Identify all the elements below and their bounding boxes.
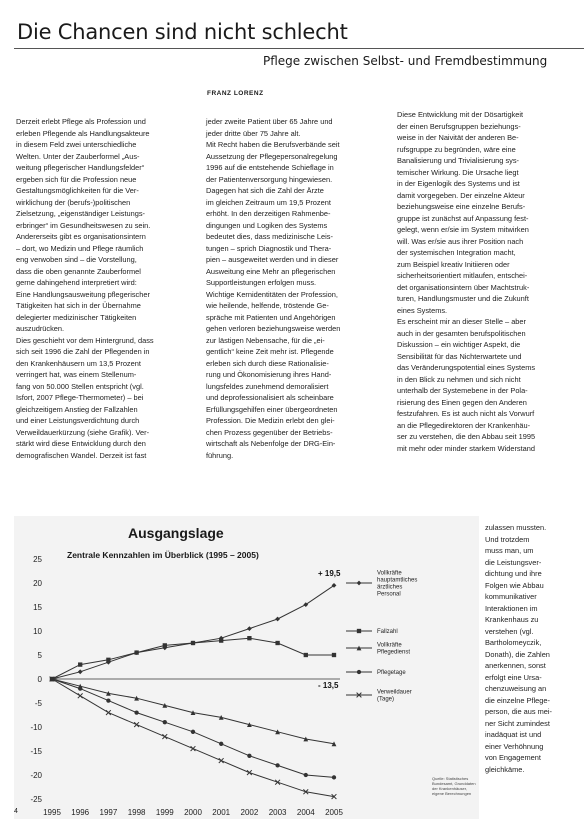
data-point bbox=[275, 780, 280, 785]
data-point bbox=[106, 710, 111, 715]
text-line: gerne dahingehend interpretiert wird: bbox=[16, 278, 137, 287]
text-line: erleben sich durch diese Rationalisie- bbox=[206, 358, 329, 368]
text-line: lungsfeldes zunehmend demoralisiert bbox=[206, 381, 329, 391]
text-line: wie heilende, helfende, tröstende Ge- bbox=[206, 301, 329, 310]
text-line: dass die oben genannte Zauberformel bbox=[16, 266, 141, 276]
text-line: bedeutet dies, dass medizinische Leis- bbox=[206, 232, 333, 241]
text-line: das Veränderungspotential eines Systems bbox=[397, 363, 536, 372]
text-line: einer Verhöhnung bbox=[485, 741, 544, 751]
text-line: Dies geschieht vor dem Hintergrund, dass bbox=[16, 335, 154, 345]
text-line: zur lästigen Nebensache, für die „ei- bbox=[206, 335, 325, 345]
text-line: zum Beispiel kreativ Initiieren oder bbox=[397, 259, 510, 269]
series-line bbox=[52, 679, 334, 797]
text-line: Tätigkeiten hat sich in der Übernahme bbox=[16, 301, 141, 310]
text-line: gehen verloren beziehungsweise werden bbox=[206, 324, 341, 333]
text-line: erleben Pflegende als Handlungsakteure bbox=[16, 128, 150, 138]
annotation-bottom: - 13,5 bbox=[318, 681, 339, 690]
data-point bbox=[134, 710, 138, 714]
legend-label: Verweildauer (Tage) bbox=[377, 689, 412, 703]
text-line: weitung pflegerischer Handlungsfelder“ bbox=[16, 163, 145, 172]
text-line: zulassen mussten. bbox=[485, 523, 547, 532]
author-name: FRANZ LORENZ bbox=[207, 90, 264, 97]
y-tick-label: -10 bbox=[30, 723, 42, 732]
text-line: chen Prozess gegenüber der Betriebs- bbox=[206, 427, 333, 437]
text-line: die einzelne Pflege- bbox=[485, 695, 550, 705]
y-tick-label: 15 bbox=[33, 603, 42, 612]
y-tick-label: -25 bbox=[30, 795, 42, 804]
legend-label: Fallzahl bbox=[377, 629, 398, 635]
chart-title: Ausgangslage bbox=[128, 525, 224, 541]
text-line: Gestaltungsmöglichkeiten für die Ver- bbox=[16, 186, 139, 195]
text-line: det organisationsintern über Machtstruk- bbox=[397, 282, 530, 292]
series-line bbox=[52, 679, 334, 777]
data-point bbox=[275, 763, 279, 767]
x-tick-label: 2004 bbox=[296, 808, 315, 817]
text-line: chenzuweisung an bbox=[485, 684, 547, 693]
text-line: Isfort, 2007 Pflege-Thermometer) – bei bbox=[16, 393, 144, 402]
text-line: wirtschaft als Nebenfolge der DRG-Ein- bbox=[206, 439, 336, 448]
text-line: im gleichen Zeitraum um 19,5 Prozent bbox=[206, 197, 331, 207]
text-line: gleichzeitigem Anstieg der Fallzahlen bbox=[16, 404, 138, 414]
text-line: muss man, um bbox=[485, 546, 534, 555]
text-line: risierung des Einen gegen den Anderen bbox=[397, 397, 527, 407]
data-point bbox=[247, 626, 252, 631]
data-point bbox=[78, 686, 82, 690]
text-line: dingungen und Logiken des Systems bbox=[206, 220, 328, 230]
data-point bbox=[247, 636, 251, 640]
data-point bbox=[163, 643, 167, 647]
data-point bbox=[304, 773, 308, 777]
data-point bbox=[247, 754, 251, 758]
text-line: den Krankenhäusern um 13,5 Prozent bbox=[16, 358, 141, 368]
text-line: – dort, wo Medizin und Pflege räumlich bbox=[16, 243, 144, 253]
data-point bbox=[304, 653, 308, 657]
text-line: delegierter medizinischer Tätigkeiten bbox=[16, 312, 137, 322]
text-line: Derzeit erlebt Pflege als Profession und bbox=[16, 117, 146, 126]
text-line: Bartholomeyczik, bbox=[485, 638, 542, 647]
text-line: beziehungsweise eine einzelne Berufs- bbox=[397, 202, 526, 211]
text-line: Folgen wie Abbau bbox=[485, 580, 544, 590]
data-point bbox=[357, 581, 362, 586]
text-line: Welten. Unter der Zauberformel „Aus- bbox=[16, 151, 140, 161]
text-line: Profession. Die Medizin erlebt den glei- bbox=[206, 416, 335, 425]
data-point bbox=[191, 641, 195, 645]
text-line: gleichkäme. bbox=[485, 764, 525, 774]
text-line: Wichtige Kernidentitäten der Profession, bbox=[206, 289, 338, 299]
data-point bbox=[106, 658, 110, 662]
text-line: von Engagement bbox=[485, 753, 541, 762]
text-line: Und trotzdem bbox=[485, 534, 530, 544]
x-tick-label: 1996 bbox=[71, 808, 90, 817]
text-line: gruppe ist zunächst auf Anpassung fest- bbox=[397, 213, 529, 223]
annotation-top: + 19,5 bbox=[318, 569, 341, 578]
text-line: Sensibilität für das Nichterwartete und bbox=[397, 351, 522, 361]
x-tick-label: 2001 bbox=[212, 808, 231, 817]
y-tick-label: -5 bbox=[34, 699, 42, 708]
text-line: wirklichung der (berufs-)politischen bbox=[16, 197, 131, 207]
text-line: weise in der Naivität der anderen Be- bbox=[397, 133, 519, 142]
data-point bbox=[219, 638, 223, 642]
text-line: Diese Entwicklung mit der Dösartigkeit bbox=[397, 110, 524, 119]
legend-label: Vollkräfte Pflegedienst bbox=[377, 642, 411, 656]
legend-label: Pflegetage bbox=[377, 670, 406, 676]
data-point bbox=[357, 670, 361, 674]
x-tick-label: 2000 bbox=[184, 808, 202, 817]
legend-label: Vollkräfte hauptamtliches ärztliches Personal bbox=[377, 570, 418, 598]
data-point bbox=[134, 722, 139, 727]
y-tick-label: 0 bbox=[37, 675, 42, 684]
x-tick-label: 2003 bbox=[268, 808, 287, 817]
text-line: festzufahren. Es ist auch nicht als Vorwurf bbox=[397, 409, 535, 418]
data-point bbox=[332, 653, 336, 657]
data-point bbox=[247, 770, 252, 775]
y-tick-label: 5 bbox=[37, 651, 42, 660]
text-line: unterhalb der Systemebene in der Pola- bbox=[397, 386, 528, 395]
text-line: Donath), die Zahlen bbox=[485, 649, 550, 659]
x-tick-label: 2005 bbox=[325, 808, 343, 817]
text-line: temischer Wirkung. Die Ursache liegt bbox=[397, 167, 519, 177]
text-line: gelegt, wenn er/sie im System mitwirken bbox=[397, 225, 529, 234]
text-line: an die Pflegedirektoren der Krankenhäu- bbox=[397, 420, 531, 430]
text-line: führung. bbox=[206, 450, 234, 460]
data-point bbox=[78, 662, 82, 666]
text-line: sich seit 1996 die Zahl der Pflegenden in bbox=[16, 347, 150, 356]
text-line: ner Sicht zumindest bbox=[485, 718, 550, 728]
text-line: in der Eigenlogik des Systems und ist bbox=[397, 179, 520, 188]
text-line: stärkt wird diese Entwicklung durch den bbox=[16, 439, 146, 448]
x-tick-label: 1999 bbox=[155, 808, 174, 817]
y-tick-label: 10 bbox=[33, 627, 42, 636]
text-line: der systemischen Integration macht, bbox=[397, 248, 516, 257]
x-tick-label: 1995 bbox=[43, 808, 61, 817]
text-line: in diesem Feld zwei unterschiedliche bbox=[16, 140, 137, 149]
y-tick-label: 25 bbox=[33, 555, 42, 564]
text-line: Banalisierung und Trivialisierung sys- bbox=[397, 156, 520, 165]
data-point bbox=[357, 629, 361, 633]
text-line: Es erscheint mir an dieser Stelle – aber bbox=[397, 317, 526, 326]
text-line: erhöht. In den derzeitigen Rahmenbe- bbox=[206, 209, 331, 218]
text-line: Mit Recht haben die Berufsverbände seit bbox=[206, 140, 340, 149]
text-line: der Patientenversorgung hingewiesen. bbox=[206, 174, 333, 184]
text-line: rung und Ökonomisierung ihres Hand- bbox=[206, 370, 332, 379]
data-point bbox=[191, 730, 195, 734]
article-subtitle: Pflege zwischen Selbst- und Fremdbestimmung bbox=[263, 54, 548, 68]
page-number: 4 bbox=[14, 808, 18, 815]
data-point bbox=[275, 641, 279, 645]
text-line: Interaktionen im bbox=[485, 603, 538, 613]
text-line: turen, Handlungsmuster und die Zukunft bbox=[397, 294, 529, 303]
text-line: rufsgruppe zu begründen, wäre eine bbox=[397, 144, 516, 154]
text-line: Verweildauerkürzung (siehe Grafik). Ver- bbox=[16, 427, 150, 437]
data-point bbox=[163, 720, 167, 724]
data-point bbox=[332, 775, 336, 779]
text-line: person, die aus mei- bbox=[485, 707, 552, 716]
text-line: jeder dritte über 75 Jahre alt. bbox=[206, 128, 301, 138]
text-line: Ausweitung eine Mehr an pflegerischen bbox=[206, 266, 336, 276]
article-title: Die Chancen sind nicht schlecht bbox=[17, 20, 348, 44]
series-line bbox=[52, 585, 334, 679]
text-line: Aussetzung der Pflegepersonalregelung bbox=[206, 151, 338, 161]
text-line: spräche mit Patienten und Angehörigen bbox=[206, 312, 336, 322]
text-line: und deprofessionalisiert als scheinbare bbox=[206, 393, 334, 402]
text-line: fang von 50.000 Stellen entspricht (vgl. bbox=[16, 381, 144, 391]
data-point bbox=[134, 650, 138, 654]
text-line: jeder zweite Patient über 65 Jahre und bbox=[206, 117, 333, 126]
text-line: will. Was er/sie aus ihrer Position nach bbox=[397, 236, 524, 246]
text-line: und einer Leistungsverdichtung durch bbox=[16, 416, 140, 425]
text-line: Zielsetzung, „eigenständiger Leistungs- bbox=[16, 209, 146, 218]
text-line: mit mehr oder minder starkem Widerstand bbox=[397, 443, 536, 453]
y-tick-label: -15 bbox=[30, 747, 42, 756]
text-line: Eine Handlungsausweitung pflegerischer bbox=[16, 289, 150, 299]
text-line: auch in der gesamten berufspolitischen bbox=[397, 328, 526, 338]
text-line: der einen Berufsgruppen beziehungs- bbox=[397, 121, 521, 131]
data-point bbox=[162, 734, 167, 739]
text-line: sicherheitsorientiert mitlaufen, entschei- bbox=[397, 271, 528, 280]
y-tick-label: -20 bbox=[30, 771, 42, 780]
data-point bbox=[219, 742, 223, 746]
chart-subtitle: Zentrale Kennzahlen im Überblick (1995 – 2005) bbox=[67, 550, 259, 560]
text-line: Dagegen hat sich die Zahl der Ärzte bbox=[206, 186, 324, 195]
text-line: ergeben sich für die Profession neue bbox=[16, 174, 137, 184]
chart-source: Quelle: Statistisches Bundesamt, Grunddaten der Krankenhäuser, eigene Berechnungen bbox=[432, 776, 476, 796]
text-line: 1996 auf die entstehende Schieflage in bbox=[206, 163, 334, 172]
text-line: kommunikativer bbox=[485, 592, 537, 601]
text-line: ser zu verstehen, die den Abbau seit 1995 bbox=[397, 432, 536, 441]
text-line: verringert hat, was einem Stellenum- bbox=[16, 370, 137, 379]
data-point bbox=[219, 758, 224, 763]
y-tick-label: 20 bbox=[33, 579, 42, 588]
data-point bbox=[78, 693, 83, 698]
text-line: auszudrücken. bbox=[16, 324, 65, 333]
text-line: erfolgt eine Ursa- bbox=[485, 672, 542, 682]
text-line: anerkennen, sonst bbox=[485, 661, 546, 670]
x-tick-label: 1998 bbox=[127, 808, 146, 817]
text-line: pien – ausgeweitet werden und in dieser bbox=[206, 255, 339, 264]
text-line: Krankenhaus zu bbox=[485, 615, 539, 624]
text-line: damit vorgegeben. Der einzelne Akteur bbox=[397, 190, 525, 200]
data-point bbox=[191, 746, 196, 751]
text-line: tungen – sprich Diagnostik und Thera- bbox=[206, 243, 332, 253]
data-point bbox=[78, 669, 83, 674]
data-point bbox=[275, 617, 280, 622]
x-tick-label: 2002 bbox=[240, 808, 259, 817]
text-line: eines Systems. bbox=[397, 305, 448, 315]
text-line: Diskussion – ein wichtiger Aspekt, die bbox=[397, 340, 521, 349]
x-tick-label: 1997 bbox=[99, 808, 118, 817]
text-line: eng verwoben sind – die Vorstellung, bbox=[16, 255, 137, 264]
text-line: verstehen (vgl. bbox=[485, 626, 534, 636]
text-line: Erfüllungsgehilfen einer übergeordneten bbox=[206, 404, 338, 414]
text-line: demografischen Wandel. Derzeit ist fast bbox=[16, 450, 147, 460]
text-line: Supportleistungen erfolgen muss. bbox=[206, 278, 317, 287]
text-line: die Leistungsver- bbox=[485, 557, 542, 567]
data-point bbox=[106, 698, 110, 702]
text-line: dichtung und ihre bbox=[485, 569, 542, 578]
text-line: erbringer“ im Gesundheitswesen zu sein. bbox=[16, 220, 151, 230]
text-line: Andererseits gibt es organisationsintern bbox=[16, 232, 146, 241]
text-line: inadäquat ist und bbox=[485, 730, 542, 739]
text-line: gentlich“ keine Zeit mehr ist. Pflegende bbox=[206, 347, 334, 356]
text-line: in den Blick zu nehmen und sich nicht bbox=[397, 374, 521, 384]
